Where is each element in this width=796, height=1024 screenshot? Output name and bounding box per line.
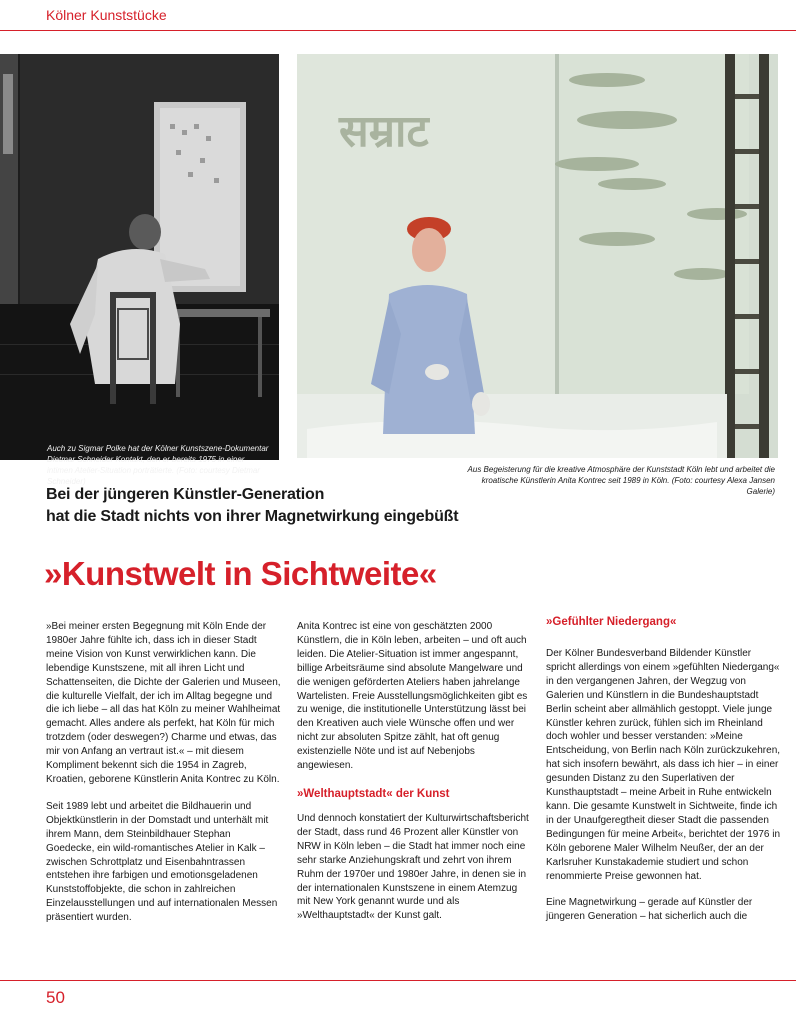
text-column-2 bbox=[297, 604, 532, 936]
photo-anita-kontrec bbox=[297, 54, 778, 458]
wall-lettering: सम्राट bbox=[339, 106, 429, 157]
caption-right: Aus Begeisterung für die kreative Atmosphäre der Kunststadt Köln lebt und arbeitet die kroatische Künstlerin Anita Kontrec seit 1989 in Köln. (Foto: courtesy Alexa Jansen Galerie) bbox=[467, 465, 775, 496]
subhead-line-2: hat die Stadt nichts von ihrer Magnetwirkung eingebüßt bbox=[46, 508, 459, 525]
article-headline: »Kunstwelt in Sichtweite« bbox=[44, 555, 437, 592]
paragraph: Seit 1989 lebt und arbeitet die Bildhauerin und Objektkünstlerin in der Domstadt und unterhält mit ihrem Mann, dem Steinbildhauer Stephan Goedecke, ein wild-romantisches Atelier in Kalk – zwischen Schrottplatz und Eisenbahntrassen entstehen ihre farbigen und emotionsgeladenen Kunststoffobjekte, die schon in zahlreichen Einzelausstellungen und auf internationalen Messen präsentiert wurden. bbox=[46, 800, 278, 924]
article-subhead bbox=[46, 484, 486, 528]
footer-rule bbox=[0, 980, 796, 981]
caption-left: Auch zu Sigmar Polke hat der Kölner Kunstszene-Dokumentar Dietmar Schneider Kontakt, den er bereits 1975 in einer intimen Atelier-Situation porträtierte. (Foto: courtesy Dietmar Schneider) bbox=[47, 444, 269, 486]
paragraph: Anita Kontrec ist eine von geschätzten 2000 Künstlern, die in Köln leben, arbeiten – und oft auch leiden. Die Atelier-Situation ist immer angespannt, billige Arbeitsräume sind absolute Mangelware und die wenigen geförderten Ateliers haben jahrelange Wartelisten. Freie Ausstellungsmöglichkeiten gibt es zu wenige, die institutionelle Unterstützung lässt bei den Kreativen auch viele Wünsche offen und wer nicht zur absoluten Spitze zählt, hat oft genug existenzielle Nöte und ist auf Nebenjobs angewiesen. bbox=[297, 621, 528, 772]
photo-sigmar-polke-illustration bbox=[0, 54, 279, 460]
page-number: 50 bbox=[46, 988, 65, 1007]
paragraph: Und dennoch konstatiert der Kulturwirtschaftsbericht der Stadt, dass rund 46 Prozent aller Künstler von NRW in Köln leben – die Stadt hat immer noch eine sehr starke Anziehungskraft und zehrt von ihrem Ruhm der 1970er und 1980er Jahre, in denen sie in der internationalen Kunstszene in einem Atemzug mit New York genannt wurde und als »Welthauptstadt« der Kunst galt. bbox=[297, 812, 529, 922]
running-title: Kölner Kunststücke bbox=[46, 7, 167, 23]
section-heading-welthauptstadt: »Welthauptstadt« der Kunst bbox=[297, 787, 450, 800]
paragraph: »Bei meiner ersten Begegnung mit Köln Ende der 1980er Jahre fühlte ich, dass ich in dieser Stadt meine Vision von Kunst verwirklichen kann. Die lebendige Kunstszene, mit all ihren Licht und Schattenseiten, die Dichte der Galerien und Museen, die kulturelle Vielfalt, der ich im Alltag begegne und die ich liebe – all das hat Köln zu meiner Wahlheimat gemacht. Alles andere als perfekt, hat Köln für mich trotzdem (oder deswegen?) Charme und etwas, das mir von Anfang an vertraut ist.« – mit diesem Kompliment bekennt sich die 1954 in Zagreb, Kroatien, geborene Künstlerin Anita Kontrec zu Köln. bbox=[46, 621, 281, 785]
paragraph: Der Kölner Bundesverband Bildender Künstler spricht allerdings von einem »gefühlten Niedergang« in den vergangenen Jahren, der Wegzug von Galerien und Künstlern in die Bundeshauptstadt Berlin scheint aber allmählich gestoppt. Viele junge Künstler kehren zurück, fühlen sich im Rheinland doch wohler und besser verstanden: »Meine Entscheidung, von Berlin nach Köln zurückzukehren, hat sich insofern bewährt, als dass ich hier – in einer gesunden Distanz zu den Superlativen der Kunsthauptstadt – meine Arbeit in Ruhe entwickeln kann. Die gesamte Kunstwelt in Sichtweite, finde ich in der Unaufgeregtheit dieser Stadt die passenden Bedingungen für meine Arbeit«, berichtet der 1976 in Köln geborene Maler Wilhelm Neußer, der an der Karlsruher Kunstakademie studiert und schon renommierte Preise gewonnen hat. bbox=[546, 648, 781, 882]
photo-anita-kontrec-illustration bbox=[297, 54, 778, 458]
photo-sigmar-polke bbox=[0, 54, 279, 486]
subhead-line-1: Bei der jüngeren Künstler-Generation bbox=[46, 486, 325, 503]
paragraph: Eine Magnetwirkung – gerade auf Künstler der jüngeren Generation – hat sicherlich auch die bbox=[546, 897, 753, 923]
running-head bbox=[0, 0, 796, 32]
header-rule bbox=[0, 30, 796, 31]
text-column-3 bbox=[546, 604, 781, 937]
text-column-1 bbox=[46, 620, 281, 938]
section-heading-niedergang: »Gefühlter Niedergang« bbox=[546, 616, 677, 628]
